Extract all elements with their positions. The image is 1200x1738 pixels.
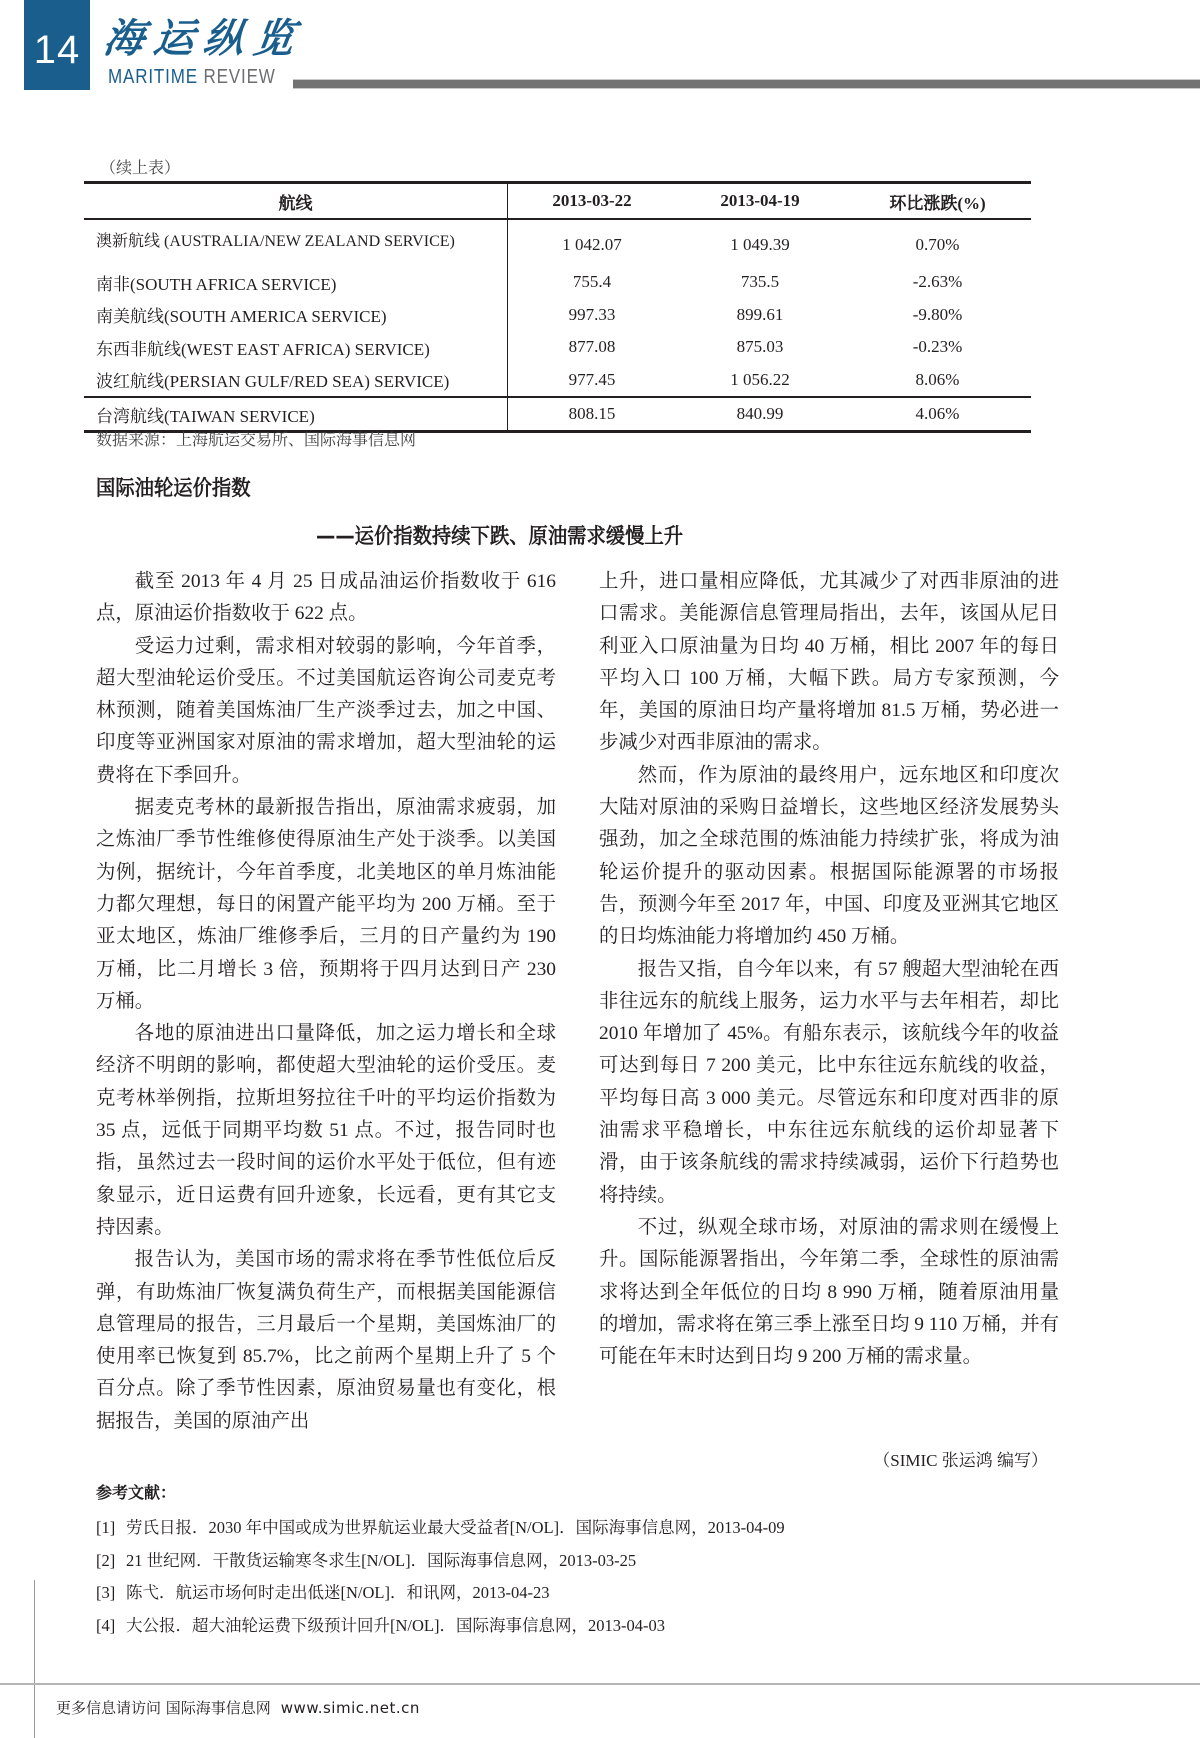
value-cell-date1: 877.08 (568, 337, 616, 357)
reference-text: 陈弋．航运市场何时走出低迷[N/OL]．和讯网，2013-04-23 (126, 1583, 550, 1602)
value-cell-date2: 899.61 (736, 304, 784, 324)
references-list (96, 1512, 785, 1642)
change-cell: -2.63% (912, 272, 963, 292)
value-cell-date2: 875.03 (736, 337, 784, 357)
table-source-note: 数据来源：上海航运交易所、国际海事信息网 (96, 432, 417, 449)
route-cell: 南美航线(SOUTH AMERICA SERVICE) (84, 299, 508, 332)
header-rule (293, 79, 1200, 89)
reference-number: [3] (96, 1583, 116, 1602)
reference-text: 大公报．超大油轮运费下级预计回升[N/OL]．国际海事信息网，2013-04-03 (126, 1615, 665, 1635)
article-column-right (599, 566, 1059, 1373)
change-cell: 4.06% (844, 397, 1031, 432)
column-header-route: 航线 (84, 183, 508, 220)
value-cell-date1: 997.33 (568, 304, 616, 324)
reference-item (96, 1610, 785, 1643)
reference-number: [1] (96, 1518, 116, 1537)
reference-number: [2] (96, 1550, 116, 1570)
article-column-left (96, 566, 556, 1438)
column-header-date2: 2013-04-19 (676, 183, 844, 220)
article-paragraph: 然而，作为原油的最终用户，远东地区和印度次大陆对原油的采购日益增长，这些地区经济发展势头强劲，加之全球范围的炼油能力持续扩张，将成为油轮运价提升的驱动因素。根据国际能源署的市场报告，预测今年至 2017 年，中国、印度及亚洲其它地区的日均炼油能力将增加约 450 万桶。 (599, 764, 1059, 948)
section-subtitle: ——运价指数持续下跌、原油需求缓慢上升 (316, 524, 684, 548)
reference-item (96, 1577, 785, 1610)
reference-item (96, 1545, 785, 1578)
table-caption: （续上表） (100, 160, 181, 177)
article-paragraph-continuation: 上升，进口量相应降低，尤其减少了对西非原油的进口需求。美能源信息管理局指出，去年，该国从尼日利亚入口原油量为日均 40 万桶，相比 2007 年的每日平均入口 100 万桶，大幅下跌。局方专家预测，今年，美国的原油日均产量将增加 81.5 万桶，势必进一步减少对西非原油的需求。 (599, 571, 1059, 754)
page-number: 14 (33, 28, 81, 72)
magazine-subtitle-maritime: MARITIME (108, 66, 198, 88)
value-cell-date2: 1 049.39 (730, 235, 790, 254)
article-paragraph: 各地的原油进出口量降低，加之运力增长和全球经济不明朗的影响，都使超大型油轮的运价受压。麦克考林举例指，拉斯坦努拉往千叶的平均运价指数为 35 点，远低于同期平均数 51 点。不过，报告同时也指，虽然过去一段时间的运价水平处于低位，但有迹象显示，近日运费有回升迹象，长远看，更有其它支持因素。 (96, 1023, 556, 1238)
value-cell-date1: 1 042.07 (562, 235, 622, 254)
table-row (84, 266, 1031, 299)
route-cell: 南非(SOUTH AFRICA SERVICE) (84, 266, 508, 299)
reference-item (96, 1512, 785, 1545)
reference-text: 21 世纪网．干散货运输寒冬求生[N/OL]．国际海事信息网，2013-03-25 (126, 1550, 637, 1570)
article-paragraph: 受运力过剩，需求相对较弱的影响，今年首季，超大型油轮运价受压。不过美国航运咨询公司麦克考林预测，随着美国炼油厂生产淡季过去，加之中国、印度等亚洲国家对原油的需求增加，超大型油轮的运费将在下季回升。 (96, 635, 556, 786)
footer-text: 更多信息请访问 国际海事信息网 (56, 1699, 271, 1717)
article-byline: （SIMIC 张运鸿 编写） (873, 1451, 1048, 1470)
article-paragraph: 报告认为，美国市场的需求将在季节性低位后反弹，有助炼油厂恢复满负荷生产，而根据美国能源信息管理局的报告，三月最后一个星期，美国炼油厂的使用率已恢复到 85.7%，比之前两个星期上升了 5 个百分点。除了季节性因素，原油贸易量也有变化，根据报告，美国的原油产出 (96, 1249, 556, 1432)
magazine-subtitle (108, 67, 276, 87)
change-cell: 0.70% (915, 235, 960, 254)
change-cell: 8.06% (915, 369, 960, 389)
magazine-subtitle-review: REVIEW (203, 66, 276, 88)
article-paragraph: 报告又指，自今年以来，有 57 艘超大型油轮在西非往远东的航线上服务，运力水平与去年相若，却比 2010 年增加了 45%。有船东表示，该航线今年的收益可达到每日 7 200 美元，比中东往远东航线的收益，平均每日高 3 000 美元。尽管远东和印度对西非的原油需求平稳增长，中东往远东航线的运价却显著下滑，由于该条航线的需求持续减弱，运价下行趋势也将持续。 (599, 958, 1059, 1206)
value-cell-date1: 755.4 (572, 272, 612, 292)
value-cell-date2: 735.5 (740, 272, 780, 292)
page-number-block (24, 0, 90, 90)
footer-rule (0, 1683, 1200, 1685)
references-title: 参考文献： (96, 1483, 177, 1502)
magazine-title-logo: 海运纵览 (100, 15, 308, 62)
reference-number: [4] (96, 1615, 116, 1635)
change-cell: -0.23% (912, 337, 963, 357)
route-cell: 东西非航线(WEST EAST AFRICA) SERVICE) (84, 331, 508, 364)
footer-url-link[interactable]: www.simic.net.cn (280, 1699, 420, 1717)
article-paragraph: 不过，纵观全球市场，对原油的需求则在缓慢上升。国际能源署指出，今年第二季，全球性的原油需求将达到全年低位的日均 8 990 万桶，随着原油用量的增加，需求将在第三季上涨至日均 9 110 万桶，并有可能在年末时达到日均 9 200 万桶的需求量。 (599, 1216, 1059, 1368)
value-cell-date2: 840.99 (676, 397, 844, 432)
table-row (84, 299, 1031, 332)
table-row (84, 364, 1031, 398)
section-title: 国际油轮运价指数 (96, 476, 251, 500)
margin-vertical-rule (34, 1580, 35, 1738)
value-cell-date1: 977.45 (568, 369, 616, 389)
route-cell: 波红航线(PERSIAN GULF/RED SEA) SERVICE) (84, 364, 508, 398)
reference-text: 劳氏日报．2030 年中国或成为世界航运业最大受益者[N/OL]．国际海事信息网，2013-04-09 (126, 1518, 785, 1537)
table-row (84, 331, 1031, 364)
table-row (84, 219, 1031, 266)
article-paragraph: 据麦克考林的最新报告指出，原油需求疲弱，加之炼油厂季节性维修使得原油生产处于淡季。以美国为例，据统计，今年首季度，北美地区的单月炼油能力都欠理想，每日的闲置产能平均为 200 万桶。至于亚太地区，炼油厂维修季后，三月的日产量约为 190 万桶，比二月增长 3 倍，预期将于四月达到日产 230 万桶。 (96, 797, 556, 1012)
column-header-change: 环比涨跌(%) (844, 183, 1031, 220)
value-cell-date1: 808.15 (508, 397, 677, 432)
footer (56, 1697, 420, 1718)
route-cell: 澳新航线 (AUSTRALIA/NEW ZEALAND SERVICE) (84, 219, 508, 266)
column-header-date1: 2013-03-22 (508, 183, 677, 220)
route-cell: 台湾航线(TAIWAN SERVICE) (84, 397, 508, 432)
table-header-row (84, 183, 1031, 220)
change-cell: -9.80% (912, 304, 963, 324)
value-cell-date2: 1 056.22 (730, 369, 790, 389)
freight-index-table (84, 181, 1031, 433)
article-paragraph: 截至 2013 年 4 月 25 日成品油运价指数收于 616 点，原油运价指数收于 622 点。 (96, 571, 556, 625)
